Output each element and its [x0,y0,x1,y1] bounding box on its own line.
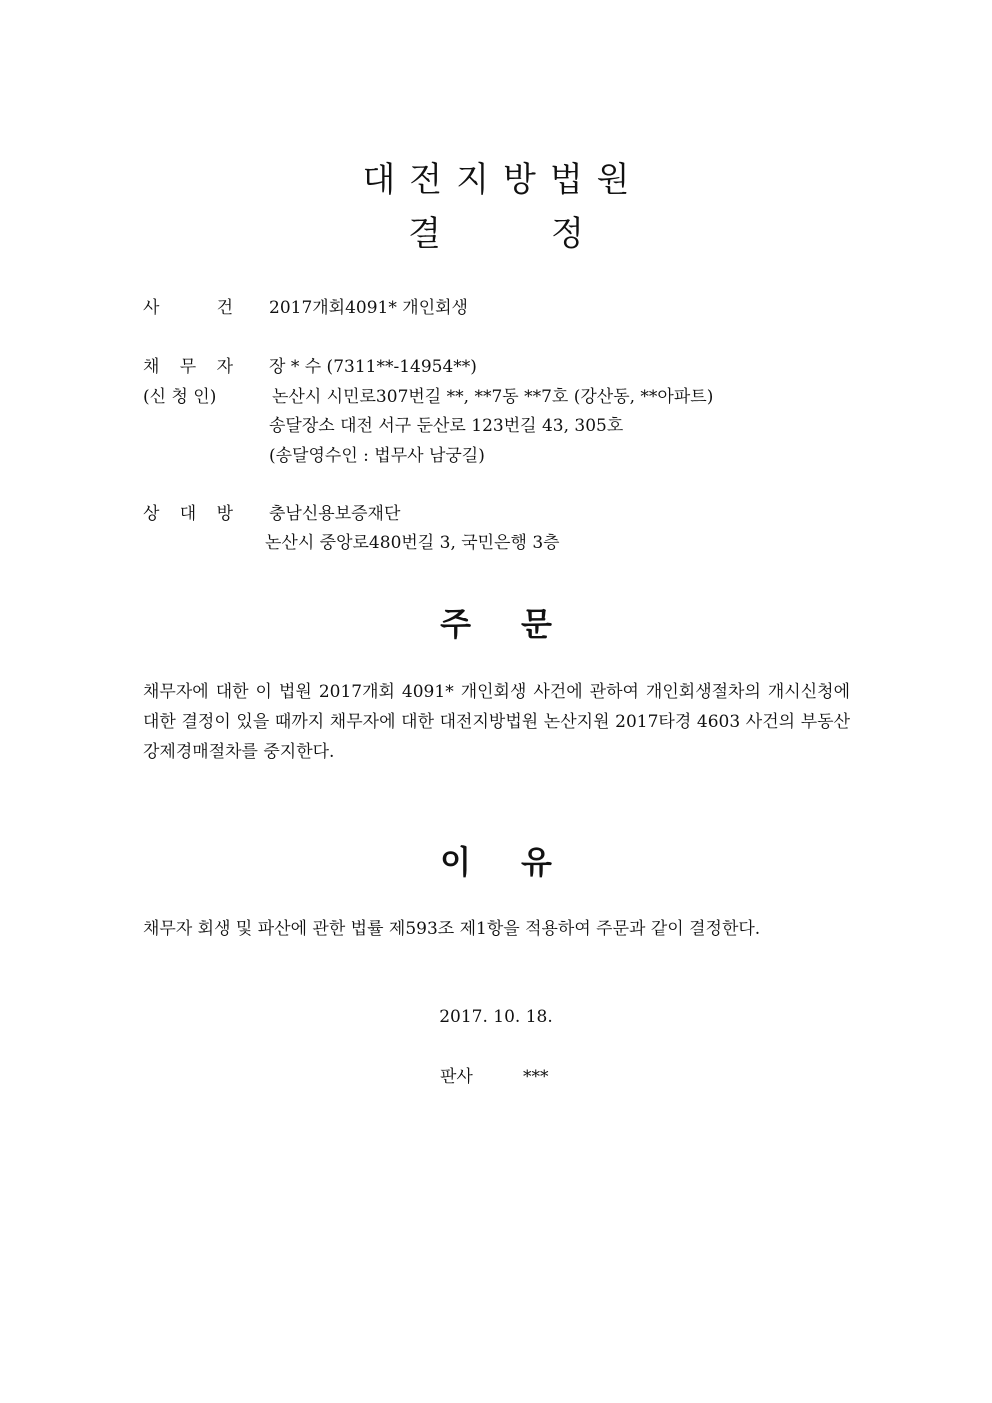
counterparty-name: 충남신용보증재단 [269,504,401,524]
delivery-recipient: (송달영수인 : 법무사 남궁길) [269,446,485,466]
order-text: 채무자에 대한 이 법원 2017개회 4091* 개인회생 사건에 관하여 개인회생절차의 개시신청에 대한 결정이 있을 때까지 채무자에 대한 대전지방법원 논산지원 2017타경 4603 사건의 부동산 강제경매절차를 중지한다. [143,682,850,762]
reason-heading: 이유 [440,843,602,881]
delivery-address: 송달장소 대전 서구 둔산로 123번길 43, 305호 [269,416,624,436]
court-name: 대전지방법원 [362,160,644,200]
order-heading: 주문 [440,605,602,643]
judge-title: 판사 [440,1067,473,1087]
debtor-name: 장 * 수 (7311**-14954**) [269,357,477,377]
debtor-label: 채 무 자 [143,357,233,377]
applicant-label: (신 청 인) [143,387,217,407]
debtor-address: 논산시 시민로307번길 **, **7동 **7호 (강산동, **아파트) [272,387,714,407]
judge-name: *** [523,1067,549,1087]
case-label: 사 건 [143,298,233,318]
counterparty-address: 논산시 중앙로480번길 3, 국민은행 3층 [265,533,560,553]
decision-date: 2017. 10. 18. [439,1007,553,1027]
counterparty-label: 상 대 방 [143,504,233,524]
reason-text: 채무자 회생 및 파산에 관한 법률 제593조 제1항을 적용하여 주문과 같이 결정한다. [143,919,761,939]
case-number: 2017개회4091* 개인회생 [269,298,468,318]
document-type-title: 결정 [408,214,694,254]
